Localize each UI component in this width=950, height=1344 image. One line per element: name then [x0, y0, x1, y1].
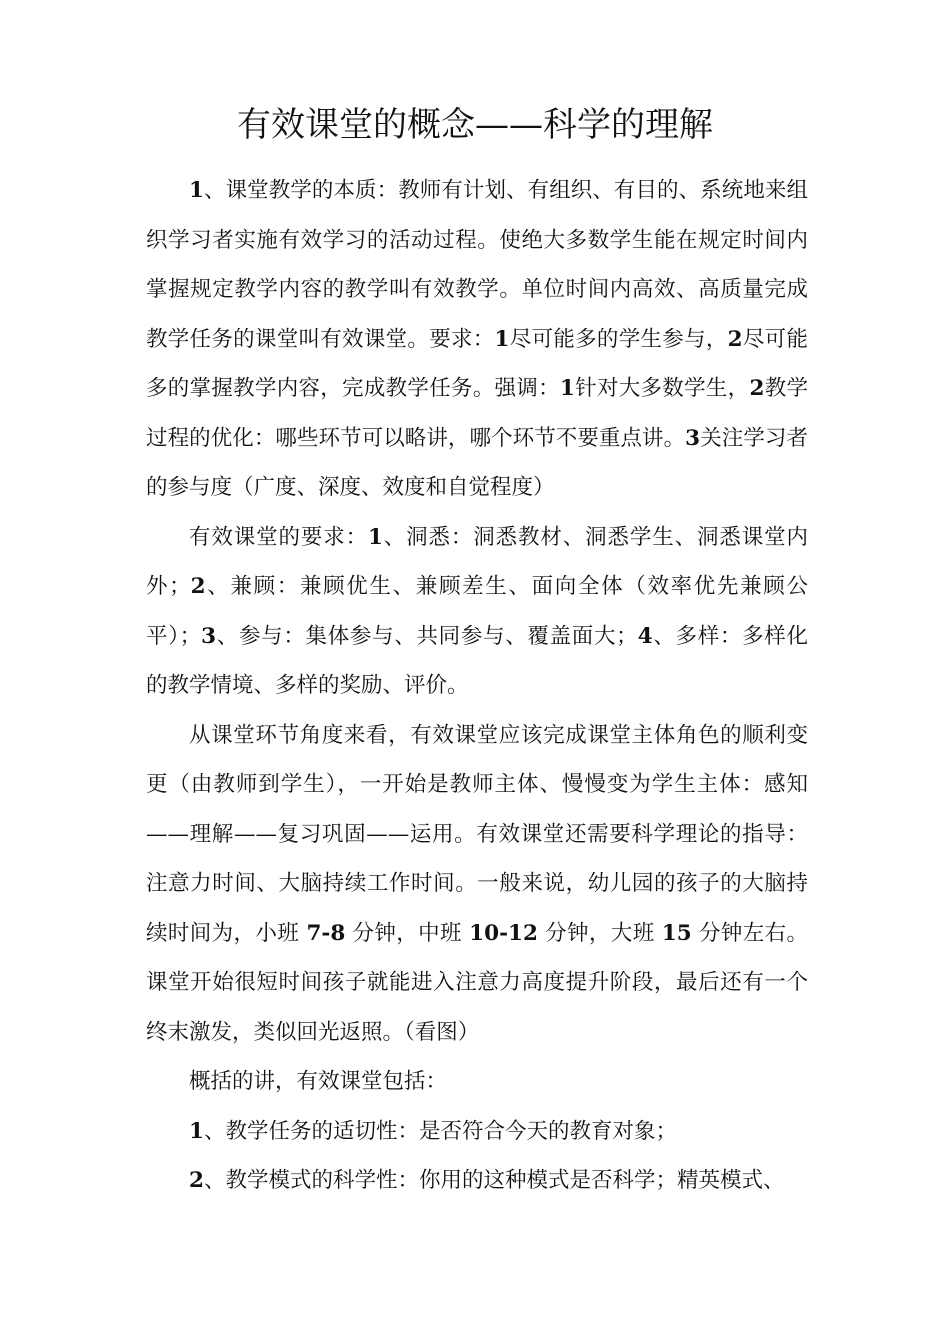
- paragraph-classroom-stages: [146, 711, 808, 1058]
- paragraph-summary-intro: [146, 1057, 808, 1107]
- text-run: 概括的讲，有效课堂包括：: [189, 1069, 448, 1094]
- bold-number: 4: [637, 623, 653, 649]
- text-run: 尽可能多的学生参与，: [509, 326, 728, 352]
- text-run: 分钟，大班: [537, 920, 662, 946]
- bold-number: 7-8: [306, 920, 346, 946]
- bold-number: 3: [201, 623, 217, 649]
- text-run: 从课堂环节角度来看，有效课堂应该完成课堂主体角色的顺利变更（由教师到学生），一开始是教师主体、慢慢变为学生主体：感知——理解——复习巩固——运用。有效课堂还需要科学理论的指导：注意力时间、大脑持续工作时间。一般来说，幼儿园的孩子的大脑持续时间为，小班: [146, 722, 808, 946]
- paragraph-requirements: [146, 513, 808, 711]
- text-run: 分钟，中班: [345, 920, 470, 946]
- bold-number: 1: [494, 326, 510, 352]
- bold-number: 1: [189, 1118, 204, 1144]
- paragraph-teaching-essence: [146, 166, 808, 513]
- text-run: 针对大多数学生，: [574, 376, 750, 401]
- bold-number: 1: [367, 524, 383, 550]
- document-title: 有效课堂的概念——科学的理解: [237, 105, 713, 145]
- text-run: 、教学任务的适切性：是否符合今天的教育对象；: [203, 1118, 677, 1144]
- paragraph-list-item-1: [146, 1107, 808, 1157]
- text-run: 关注学习者的参与度（广度、深度、效度和自觉程度）: [146, 425, 808, 500]
- bold-number: 1: [559, 376, 575, 401]
- bold-number: 3: [685, 425, 701, 451]
- text-run: 、参与：集体参与、共同参与、覆盖面大；: [216, 623, 638, 649]
- bold-number: 2: [190, 574, 206, 599]
- bold-number: 2: [727, 326, 743, 352]
- bold-number: 10-12: [469, 920, 538, 946]
- document-body: [146, 166, 808, 1206]
- bold-number: 15: [661, 920, 692, 946]
- text-run: 、课堂教学的本质：教师有计划、有组织、有目的、系统地来组织学习者实施有效学习的活动过程。使绝大多数学生能在规定时间内掌握规定教学内容的教学叫有效教学。单位时间内高效、高质量完成教学任务的课堂叫有效课堂。要求：: [146, 178, 808, 352]
- text-run: 、多样：多样化的教学情境、多样的奖励、评价。: [146, 623, 808, 698]
- text-run: 尽可能多的掌握教学内容，完成教学任务。强调：: [146, 326, 808, 401]
- text-run: 、兼顾：兼顾优生、兼顾差生、面向全体（效率优先兼顾公平）；: [146, 574, 808, 649]
- paragraph-list-item-2: [146, 1156, 808, 1206]
- text-run: 分钟左右。课堂开始很短时间孩子就能进入注意力高度提升阶段，最后还有一个终末激发，类似回光返照。（看图）: [146, 920, 808, 1045]
- text-run: 、洞悉：洞悉教材、洞悉学生、洞悉课堂内外；: [146, 524, 808, 599]
- text-run: 、教学模式的科学性：你用的这种模式是否科学；精英模式、: [203, 1168, 785, 1193]
- bold-number: 2: [749, 376, 765, 401]
- bold-number: 1: [189, 178, 204, 203]
- text-run: 有效课堂的要求：: [189, 524, 368, 550]
- bold-number: 2: [189, 1168, 204, 1193]
- text-run: 教学过程的优化：哪些环节可以略讲，哪个环节不要重点讲。: [146, 376, 808, 451]
